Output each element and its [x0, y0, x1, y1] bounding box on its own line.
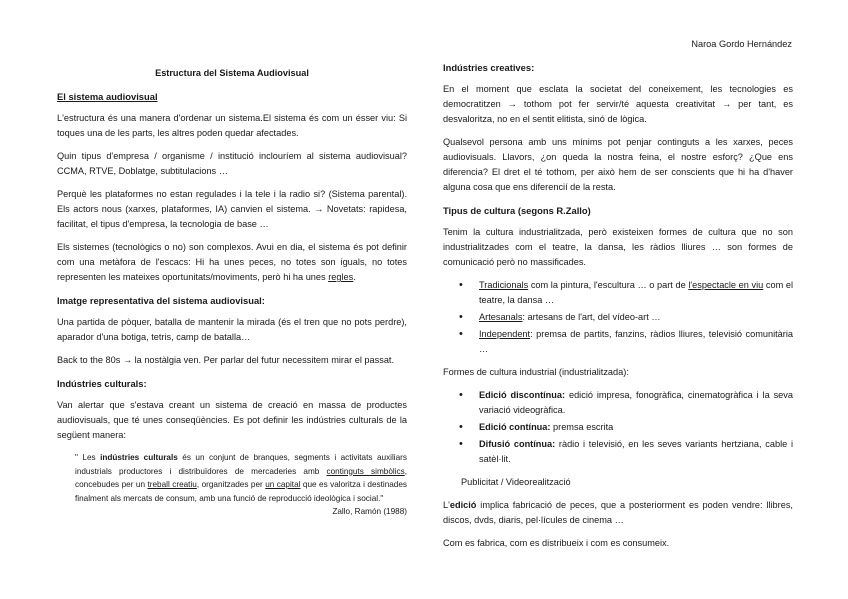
paragraph — [57, 240, 407, 285]
underlined-term: l'espectacle en viu — [688, 280, 764, 290]
heading-sistema-audiovisual: El sistema audiovisual — [57, 91, 158, 102]
paragraph: Com es fabrica, com es distribueix i com es consumeix. — [443, 538, 670, 548]
text-run: implica fabricació de peces, que a posteriorment es poden vendre: llibres, discos, dvds, diaris, pel·lícules de cinema … — [443, 500, 793, 525]
paragraph: Formes de cultura industrial (industrialitzada): — [443, 367, 629, 377]
text-run: premsa escrita — [550, 422, 614, 432]
underlined-term: Independent — [479, 329, 531, 339]
paragraph: En el moment que esclata la societat del coneixement, les tecnologies es democratitzen → tothom pot fer servir/té aquesta creativitat → per tant, es desvaloritza, no en el sentit elitista, sinó de lògica. — [443, 84, 793, 124]
underlined-regles: regles — [328, 272, 354, 282]
underlined-term: Tradicionals — [479, 280, 529, 290]
text-run: edició impresa, fonogràfica, cinematogràfica i la seva variació videogràfica. — [479, 390, 793, 415]
paragraph: Perquè les plataformes no estan regulades i la tele i la radio si? (Sistema parental). Els actors nous (xarxes, plataformes, IA) canvien el sistema. → Novetats: rapidesa, facilitat, el tipus d'empresa, la tecnologia de base … — [57, 189, 407, 229]
text-run: Els sistemes (tecnològics o no) son complexos. Avui en dia, el sistema és pot definir com una metàfora de l'escacs: Hi ha unes peces, no totes son iguals, no totes representen les mateixes oportunitats/moviments, però hi ha unes — [57, 242, 407, 282]
paragraph: Van alertar que s'estava creant un sistema de creació en massa de productes audiovisuals, que té unes conseqüències. Es pot definir les indústries culturals de la següent manera: — [57, 400, 407, 440]
bold-term: Edició discontínua: — [479, 390, 566, 400]
text-run: com la pintura, l'escultura … o part de — [528, 280, 689, 290]
text-run: : artesans de l'art, del vídeo-art … — [522, 312, 661, 322]
text-run: és un conjunt de branques, segments i activitats auxiliars industrials productores i distribuïdores de mercaderies amb — [75, 453, 407, 476]
right-column — [443, 60, 793, 559]
list-item — [479, 278, 793, 308]
text-run: L' — [443, 500, 450, 510]
list-item — [479, 388, 793, 418]
underlined-term: Artesanals — [479, 312, 523, 322]
text-run: . — [353, 272, 356, 282]
underlined-term: treball creatiu — [147, 480, 197, 490]
paragraph: Qualsevol persona amb uns mínims pot penjar continguts a les xarxes, peces audiovisuals. Llavors, ¿on queda la nostra feina, el nostre esforç? ¿Que ens diferencia? El dret el té tothom, per això hem de ser conscients que hi ha d'haver alguna cosa que ens diferencií de la resta. — [443, 137, 793, 192]
quote-citation: Zallo, Ramón (1988) — [332, 507, 407, 517]
bold-term: indústries culturals — [100, 453, 178, 462]
text-run: ràdio i televisió, en les seves variants hertziana, cable i satèl·lit. — [479, 439, 793, 464]
industrial-forms-list — [443, 388, 793, 467]
paragraph: Back to the 80s → la nostàlgia ven. Per parlar del futur necessitem mirar el passat. — [57, 355, 395, 365]
left-column — [57, 60, 407, 519]
text-run: : premsa de partits, fanzins, ràdios lliures, televisió comunitària … — [479, 329, 793, 354]
list-item — [479, 327, 793, 357]
heading-industries-creatives: Indústries creatives: — [443, 62, 535, 73]
underlined-term: continguts simbòlics — [326, 466, 405, 476]
culture-types-list — [443, 278, 793, 357]
paragraph: Quin tipus d'empresa / organisme / institució inclouríem al sistema audiovisual? CCMA, RTVE, Doblatge, subtitulacions … — [57, 151, 407, 176]
paragraph: Una partida de pòquer, batalla de mantenir la mirada (és el tren que no pots perdre), aparador d'una botiga, tetris, camp de batalla… — [57, 317, 407, 342]
document-title: Estructura del Sistema Audiovisual — [155, 68, 309, 78]
bold-term: Difusió contínua: — [479, 439, 556, 449]
text-run: , organitzades per — [196, 480, 266, 490]
bold-term: edició — [449, 500, 477, 510]
paragraph — [443, 498, 793, 528]
text-run: " Les — [75, 453, 101, 462]
paragraph: Publicitat / Videorealització — [461, 477, 571, 487]
heading-tipus-cultura: Tipus de cultura (segons R.Zallo) — [443, 205, 591, 216]
text-run: , concebudes per un — [75, 466, 407, 490]
list-item — [479, 437, 793, 467]
heading-industries-culturals: Indústries culturals: — [57, 378, 147, 389]
bold-term: Edició contínua: — [479, 422, 551, 432]
paragraph: L'estructura és una manera d'ordenar un sistema.El sistema és com un ésser viu: Si toques una de les parts, les altres poden quedar afectades. — [57, 113, 407, 138]
paragraph: Tenim la cultura industrialitzada, però existeixen formes de cultura que no son industrialitzades com el teatre, la dansa, les ràdios lliures … son formes de comunicació però no massificades. — [443, 227, 793, 267]
quote-block — [75, 451, 407, 517]
text-run: com el teatre, la dansa … — [479, 280, 793, 305]
heading-imatge-representativa: Imatge representativa del sistema audiovisual: — [57, 295, 265, 306]
text-run: que es valoritza i destinades finalment als mercats de consum, amb una funció de reproducció ideològica i social." — [75, 480, 407, 503]
author-name: Naroa Gordo Hernández — [691, 39, 792, 49]
list-item — [479, 310, 793, 325]
list-item — [479, 420, 793, 435]
underlined-term: un capital — [265, 480, 301, 490]
